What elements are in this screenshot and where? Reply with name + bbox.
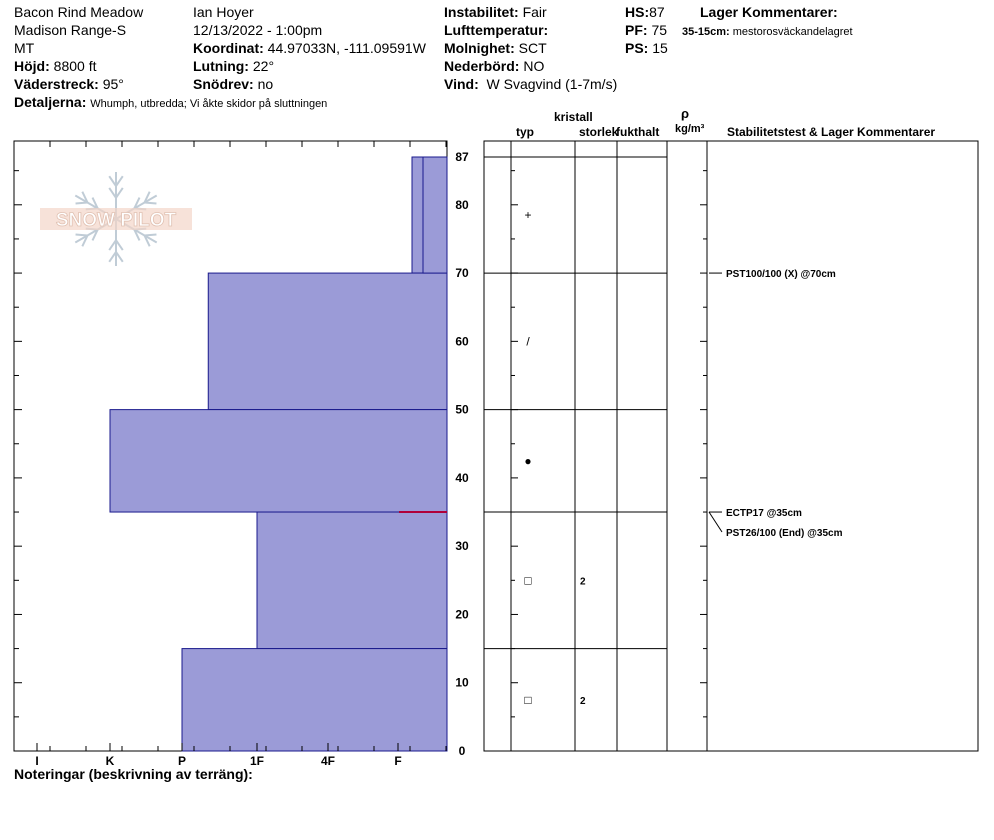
col-stability: Stabilitetstest & Lager Kommentarer xyxy=(727,125,936,139)
hardness-layer xyxy=(208,273,447,410)
wind: Vind: W Svagvind (1-7m/s) xyxy=(444,76,618,92)
col-density-unit: kg/m³ xyxy=(675,123,705,135)
y-tick-label: 80 xyxy=(455,197,469,212)
y-tick-label: 60 xyxy=(455,334,469,349)
test-pointer xyxy=(709,512,722,532)
hs: HS:87 xyxy=(625,4,665,20)
notes-label: Noteringar (beskrivning av terräng): xyxy=(14,766,253,782)
location-name: Bacon Rind Meadow xyxy=(14,4,144,20)
layer-grid-frame xyxy=(484,141,978,751)
x-tick-label: 1F xyxy=(249,754,265,768)
col-storlek: storlek xyxy=(579,125,619,139)
stability-test-label: PST100/100 (X) @70cm xyxy=(726,269,836,281)
stability-test-label: PST26/100 (End) @35cm xyxy=(726,528,843,540)
clouds: Molnighet: SCT xyxy=(444,40,547,56)
hardness-layer xyxy=(423,157,447,273)
snowpilot-logo xyxy=(40,172,192,266)
location-range: Madison Range-S xyxy=(14,22,127,38)
observer: Ian Hoyer xyxy=(193,4,254,20)
crystal-type: + xyxy=(524,208,532,223)
col-fukthalt: fukthalt xyxy=(616,125,660,139)
stability: Instabilitet: Fair xyxy=(444,4,547,20)
y-tick-label: 30 xyxy=(455,539,469,554)
hardness-layer xyxy=(110,410,447,512)
col-typ: typ xyxy=(516,125,534,139)
x-tick-label: K xyxy=(105,754,115,768)
col-kristall: kristall xyxy=(554,110,593,124)
crystal-size: 2 xyxy=(580,695,586,707)
pf: PF: 75 xyxy=(625,22,668,38)
coordinates: Koordinat: 44.97033N, -111.09591W xyxy=(193,40,426,56)
crystal-type: ● xyxy=(524,453,532,468)
x-tick-label: P xyxy=(177,754,187,768)
precipitation: Nederbörd: NO xyxy=(444,58,545,74)
y-tick-label: 0 xyxy=(458,744,466,758)
crystal-type: □ xyxy=(524,692,532,707)
crystal-size: 2 xyxy=(580,576,586,588)
drift: Snödrev: no xyxy=(193,76,274,92)
details: Detaljerna: Whumph, utbredda; Vi åkte skidor på sluttningen xyxy=(14,94,328,110)
layer-comments-title: Lager Kommentarer: xyxy=(700,4,838,20)
crystal-type: □ xyxy=(524,573,532,588)
hardness-layer xyxy=(182,649,447,751)
hardness-layer xyxy=(257,512,447,649)
datetime: 12/13/2022 - 1:00pm xyxy=(193,22,323,38)
crystal-type: / xyxy=(526,334,530,349)
layer-comment: 35-15cm: mestorosväckandelagret xyxy=(682,26,853,38)
location-state: MT xyxy=(14,40,35,56)
ps: PS: 15 xyxy=(625,40,668,56)
y-tick-label: 87 xyxy=(455,150,469,164)
slope: Lutning: 22° xyxy=(193,58,275,74)
x-tick-label: I xyxy=(35,754,39,768)
y-tick-label: 40 xyxy=(455,470,469,485)
col-rho: ρ xyxy=(681,106,690,121)
y-tick-label: 10 xyxy=(455,675,469,690)
y-tick-label: 50 xyxy=(455,402,469,417)
x-tick-label: F xyxy=(394,754,402,768)
y-tick-label: 20 xyxy=(455,607,469,622)
x-tick-label: 4F xyxy=(320,754,336,768)
stability-test-label: ECTP17 @35cm xyxy=(726,508,802,520)
aspect: Väderstreck: 95° xyxy=(14,76,124,92)
y-tick-label: 70 xyxy=(455,266,469,281)
air-temp: Lufttemperatur: xyxy=(444,22,549,38)
elevation: Höjd: 8800 ft xyxy=(14,58,97,74)
logo-text: SNOW PILOT xyxy=(55,210,177,231)
